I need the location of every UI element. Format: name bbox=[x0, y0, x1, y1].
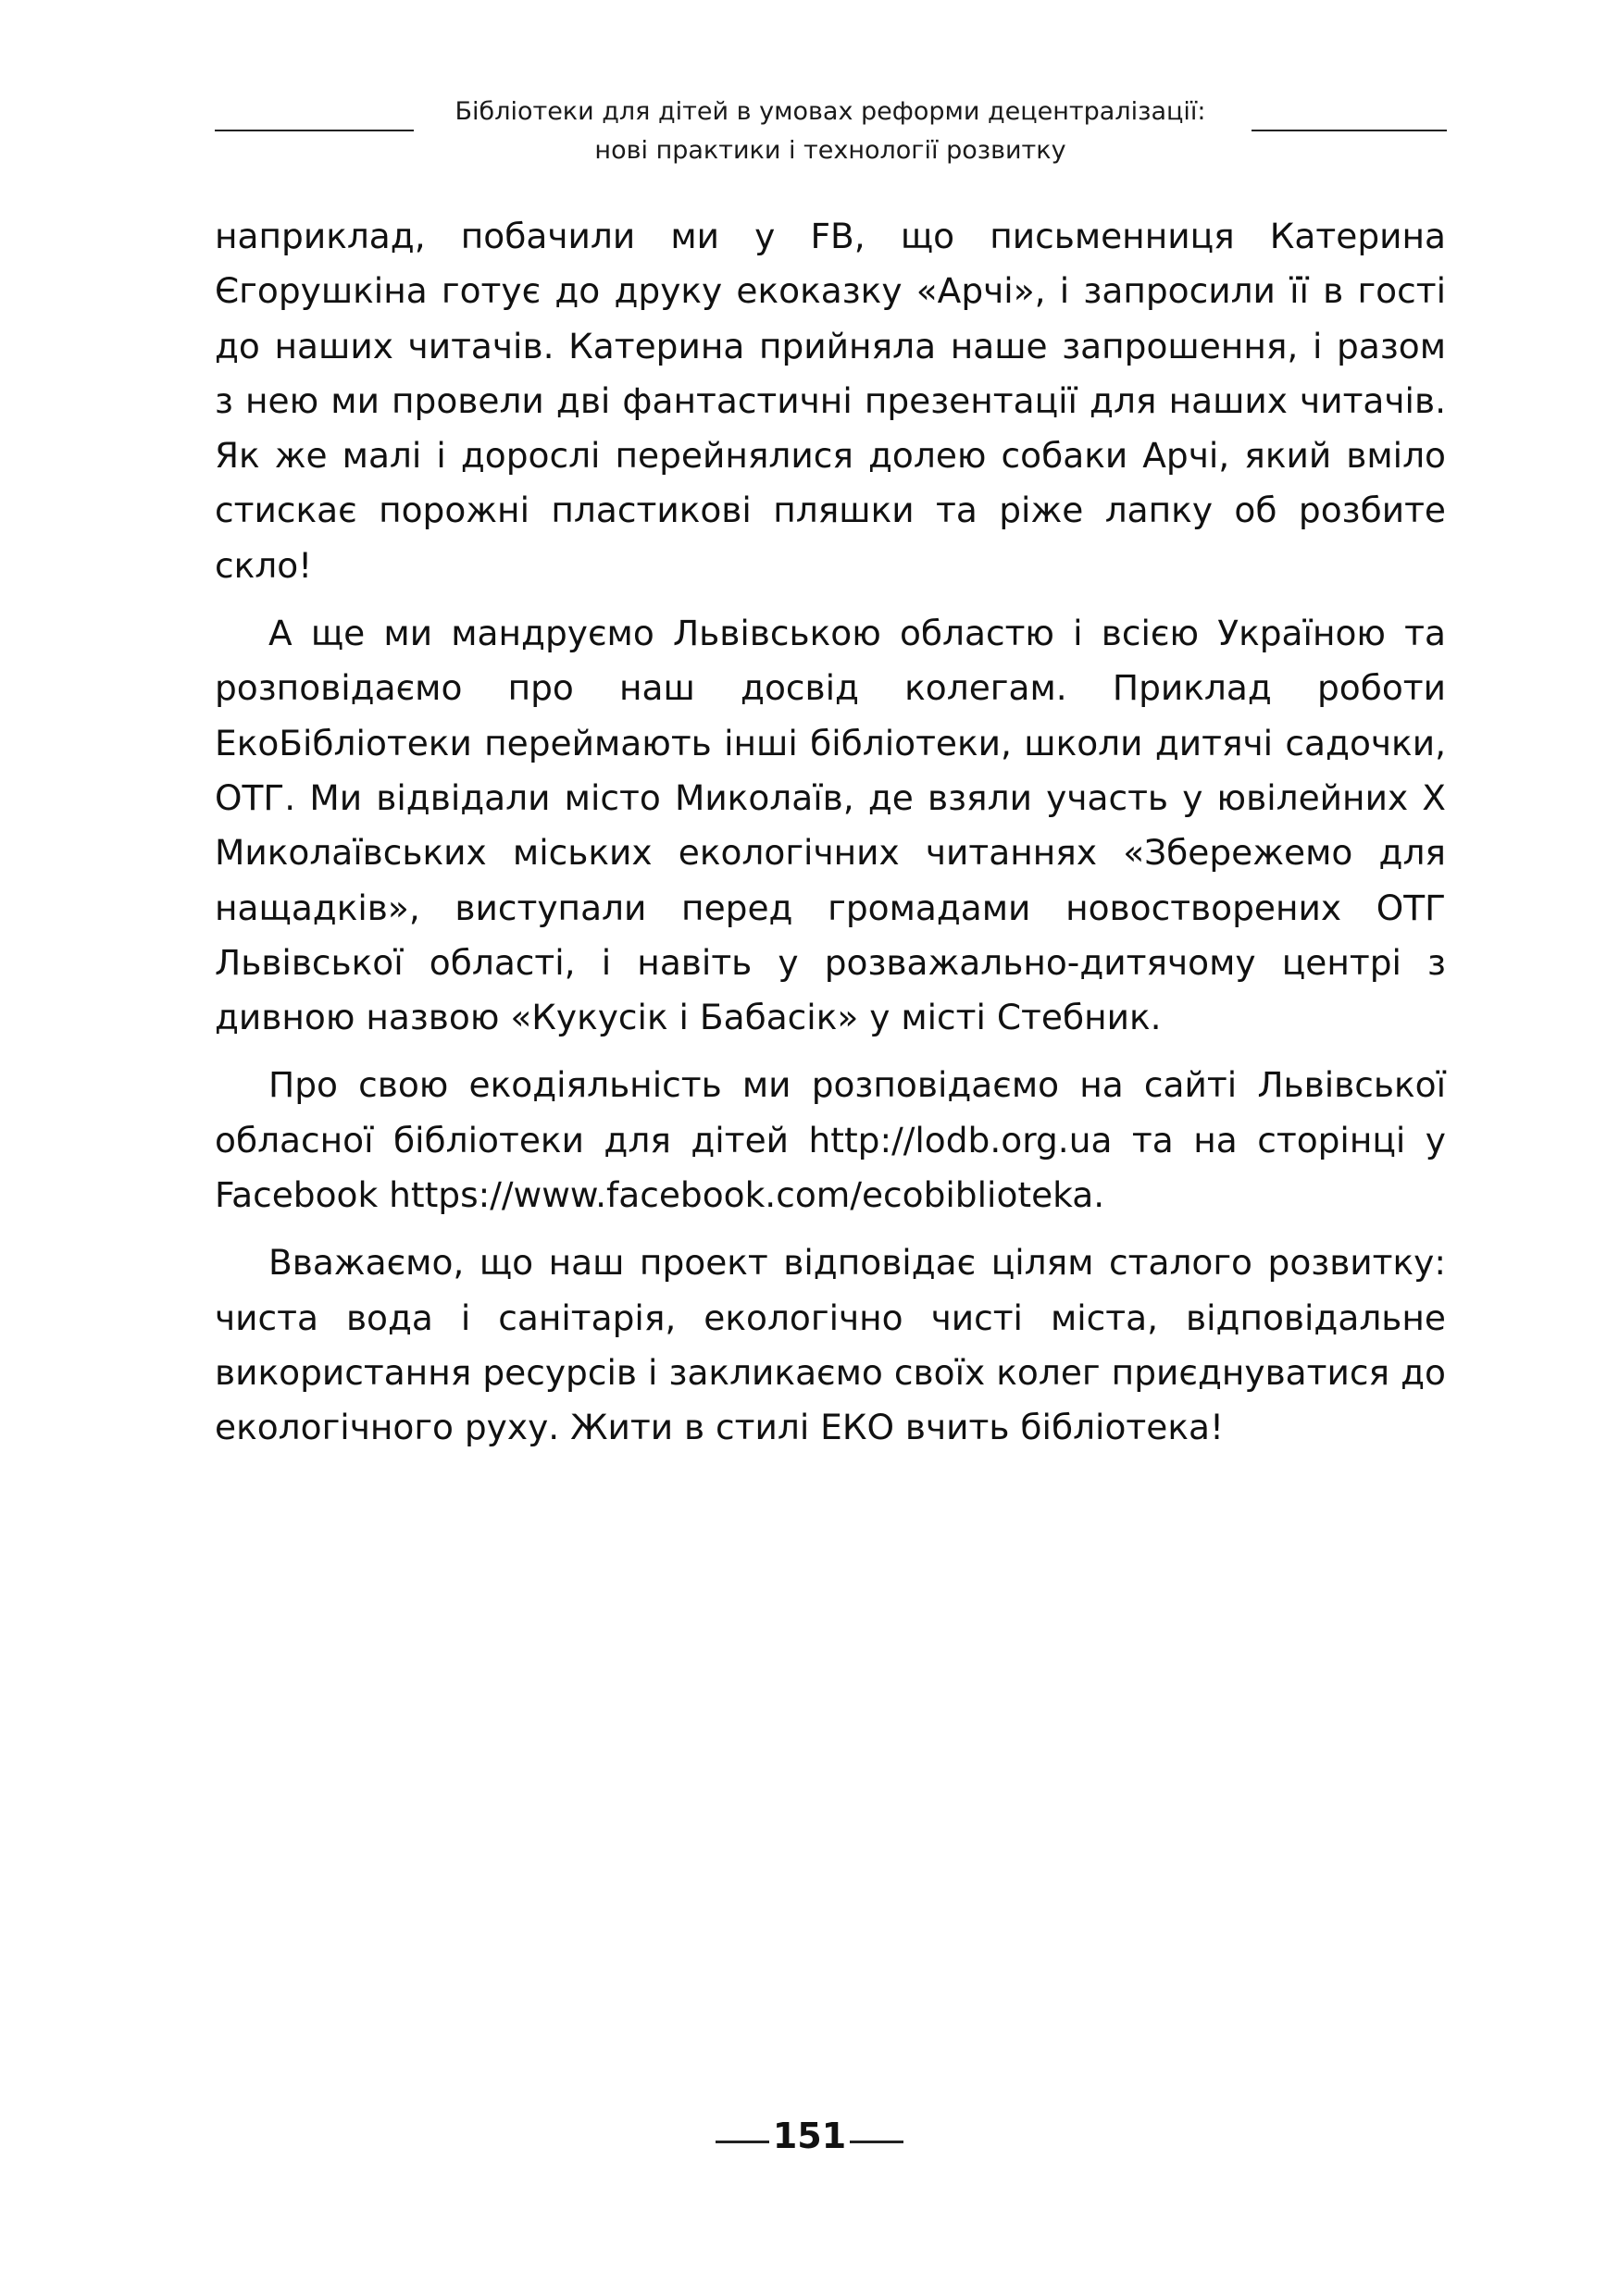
page-number-text: 151 bbox=[772, 2116, 847, 2156]
header-rule-right bbox=[1252, 130, 1447, 131]
page-number-dash-right bbox=[850, 2141, 903, 2143]
body-text bbox=[215, 209, 1446, 1469]
running-header-line-2: нові практики і технології розвитку bbox=[594, 136, 1066, 165]
paragraph-continuation: наприклад, побачили ми у FB, що письменниця Катерина Єгорушкіна готує до друку екоказку «Арчі», і запросили її в гості до наших читачів. Катерина прийняла наше запрошення, і разом з нею ми провели дві фантастичні презентації для наших читачів. Як же малі і дорослі перейнялися долею собаки Арчі, який вміло стискає порожні пластикові пляшки та ріже лапку об розбите скло! bbox=[215, 216, 1446, 586]
paragraph-conclusion: Вважаємо, що наш проект відповідає цілям сталого розвитку: чиста вода і санітарія, екологічно чисті міста, відповідальне використання ресурсів і закликаємо своїх колег приєднуватися до екологічного руху. Жити в стилі ЕКО вчить бібліотека! bbox=[215, 1242, 1446, 1448]
page-number bbox=[0, 2113, 1619, 2159]
running-header-title bbox=[215, 93, 1446, 170]
running-header bbox=[215, 93, 1446, 170]
paragraph-travels: А ще ми мандруємо Львівською областю і всією Україною та розповідаємо про наш досвід колегам. Приклад роботи ЕкоБібліотеки переймають інші бібліотеки, школи дитячі садочки, ОТГ. Ми відвідали місто Миколаїв, де взяли участь у ювілейних Х Миколаївських міських екологічних читаннях «Збережемо для нащадків», виступали перед громадами новостворених ОТГ Львівської області, і навіть у розважально-дитячому центрі з дивною назвою «Кукусік і Бабасік» у місті Стебник. bbox=[215, 613, 1446, 1038]
header-rule-left bbox=[215, 130, 414, 131]
paragraph-website: Про свою екодіяльність ми розповідаємо на сайті Львівської обласної бібліотеки для дітей http://lodb.org.ua та на сторінці у Facebook https://www.facebook.com/ecobiblioteka. bbox=[215, 1064, 1446, 1216]
page-number-dash-left bbox=[716, 2141, 769, 2143]
running-header-line-1: Бібліотеки для дітей в умовах реформи децентралізації: bbox=[455, 97, 1206, 126]
